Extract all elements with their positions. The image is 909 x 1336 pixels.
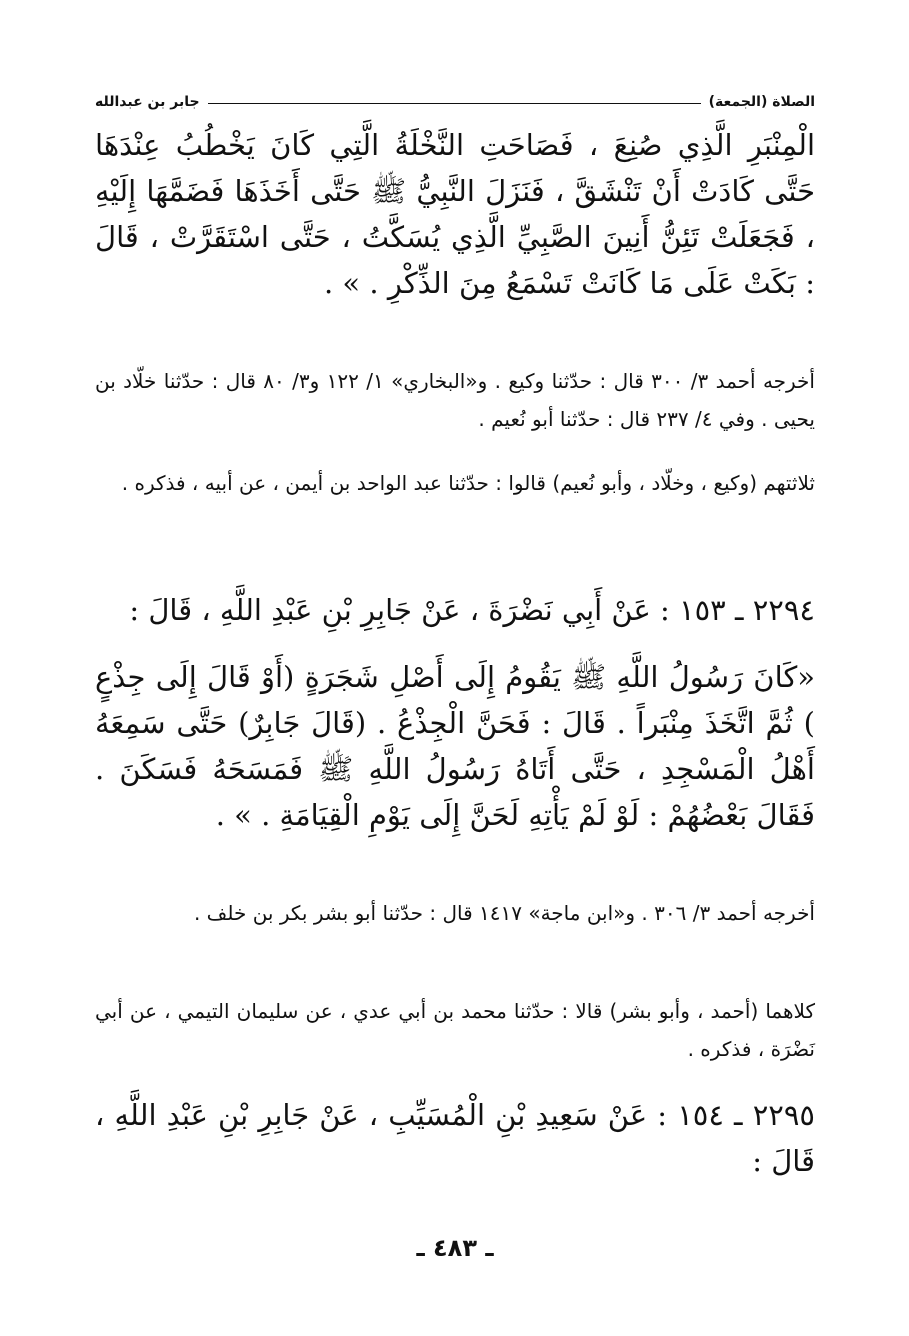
takhrij-note: ثلاثتهم (وكيع ، وخلّاد ، وأبو نُعيم) قالوا : حدّثنا عبد الواحد بن أيمن ، عن أبيه ، فذكره . xyxy=(121,471,815,495)
takhrij-note: أخرجه أحمد ٣/ ٣٠٠ قال : حدّثنا وكيع . و«البخاري» ١/ ١٢٢ و٣/ ٨٠ قال : حدّثنا خلّاد بن يحيى . وفي ٤/ ٢٣٧ قال : حدّثنا أبو نُعيم . xyxy=(95,369,815,431)
hadith-heading: ٢٢٩٥ ـ ١٥٤ : عَنْ سَعِيدِ بْنِ الْمُسَيِّبِ ، عَنْ جَابِرِ بْنِ عَبْدِ اللَّهِ ، قَالَ : xyxy=(95,1098,815,1178)
takhrij-note: أخرجه أحمد ٣/ ٣٠٦ . و«ابن ماجة» ١٤١٧ قال : حدّثنا أبو بشر بكر بن خلف . xyxy=(193,901,815,925)
book-page xyxy=(95,84,815,1264)
hadith-text: «كَانَ رَسُولُ اللَّهِ ﷺ يَقُومُ إِلَى أَصْلِ شَجَرَةٍ (أَوْ قَالَ إِلَى جِذْعٍ ) ثُمَّ اتَّخَذَ مِنْبَراً . قَالَ : فَحَنَّ الْجِذْعُ . (قَالَ جَابِرٌ) حَتَّى سَمِعَهُ أَهْلُ الْمَسْجِدِ ، حَتَّى أَتَاهُ رَسُولُ اللَّهِ ﷺ فَمَسَحَهُ فَسَكَنَ . فَقَالَ بَعْضُهُمْ : لَوْ لَمْ يَأْتِهِ لَحَنَّ إِلَى يَوْمِ الْقِيَامَةِ . » . xyxy=(95,660,815,832)
hadith-text-continued: الْمِنْبَرِ الَّذِي صُنِعَ ، فَصَاحَتِ النَّخْلَةُ الَّتِي كَانَ يَخْطُبُ عِنْدَهَا حَتَّى كَادَتْ أَنْ تَنْشَقَّ ، فَنَزَلَ النَّبِيُّ ﷺ حَتَّى أَخَذَهَا فَضَمَّهَا إِلَيْهِ ، فَجَعَلَتْ تَئِنُّ أَنِينَ الصَّبِيِّ الَّذِي يُسَكَّتُ ، حَتَّى اسْتَقَرَّتْ ، قَالَ : بَكَتْ عَلَى مَا كَانَتْ تَسْمَعُ مِنَ الذِّكْرِ . » . xyxy=(95,128,815,300)
page-number: ـ ٤٨٣ ـ xyxy=(416,1234,494,1262)
takhrij-note: كلاهما (أحمد ، وأبو بشر) قالا : حدّثنا محمد بن أبي عدي ، عن سليمان التيمي ، عن أبي نَضْرَة ، فذكره . xyxy=(95,999,815,1061)
header-rule xyxy=(208,103,701,104)
header-narrator-title: جابر بن عبدالله xyxy=(95,94,200,110)
hadith-heading: ٢٢٩٤ ـ ١٥٣ : عَنْ أَبِي نَضْرَةَ ، عَنْ جَابِرِ بْنِ عَبْدِ اللَّهِ ، قَالَ : xyxy=(129,593,815,627)
running-header xyxy=(95,84,815,110)
header-chapter-title: الصلاة (الجمعة) xyxy=(708,94,815,110)
